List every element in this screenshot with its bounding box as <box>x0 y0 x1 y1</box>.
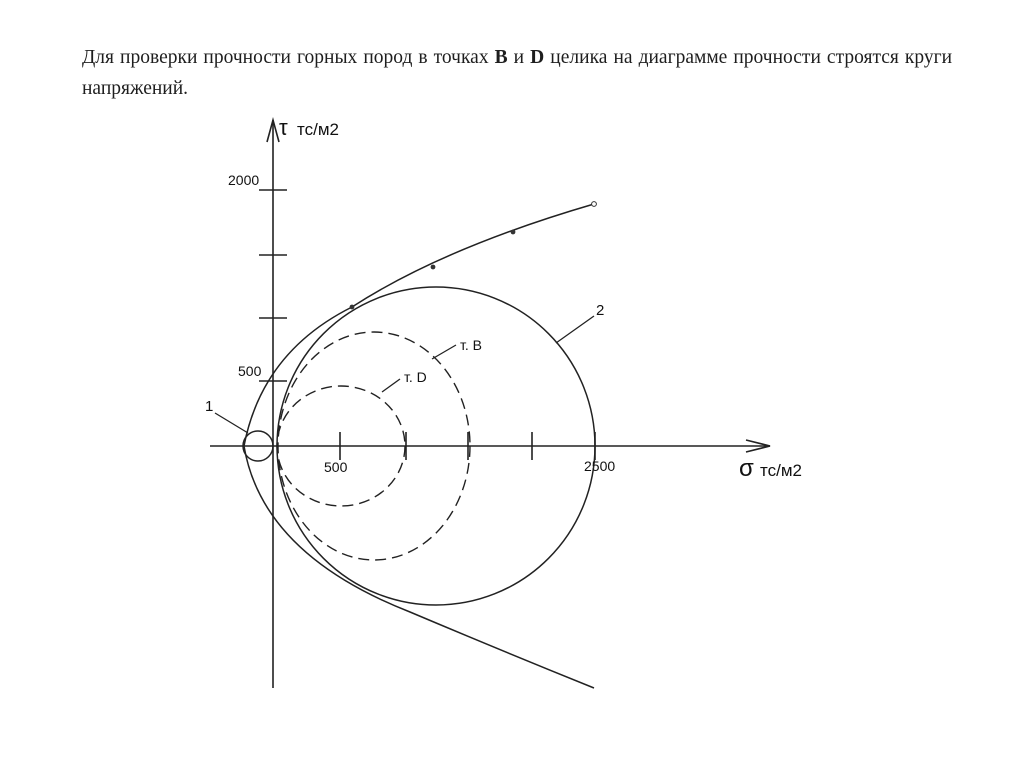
circle-label-point-d: т. D <box>404 369 427 385</box>
tau-axis-unit: тс/м2 <box>297 120 339 139</box>
tick-label-tau-2000: 2000 <box>228 172 260 188</box>
label-leader-1 <box>215 413 248 433</box>
caption-part-1: Для проверки прочности горных пород в точках <box>82 47 495 68</box>
envelope-point <box>592 202 597 207</box>
tick-label-tau-500: 500 <box>238 363 262 379</box>
envelope-point <box>511 230 516 235</box>
sigma-axis-symbol: σ <box>739 455 754 482</box>
caption-point-b: B <box>494 47 508 68</box>
label-leader-2 <box>556 316 594 343</box>
tick-label-sigma-500: 500 <box>324 459 348 475</box>
label-leader-b <box>432 345 456 359</box>
envelope-point <box>431 265 436 270</box>
tau-axis-symbol: τ <box>279 115 288 140</box>
caption-part-2: целика на диаграмме прочности строятся круги напряжений. <box>82 47 953 99</box>
envelope-point <box>350 305 355 310</box>
caption-conjunction: и <box>507 47 531 68</box>
sigma-axis-unit: тс/м2 <box>760 461 802 480</box>
caption-point-d: D <box>530 47 545 68</box>
tick-label-sigma-2500: 2500 <box>584 458 616 474</box>
circle-label-2: 2 <box>596 302 605 319</box>
circle-label-point-b: т. В <box>460 337 482 353</box>
label-leader-d <box>382 379 400 392</box>
circle-label-1: 1 <box>205 398 214 415</box>
